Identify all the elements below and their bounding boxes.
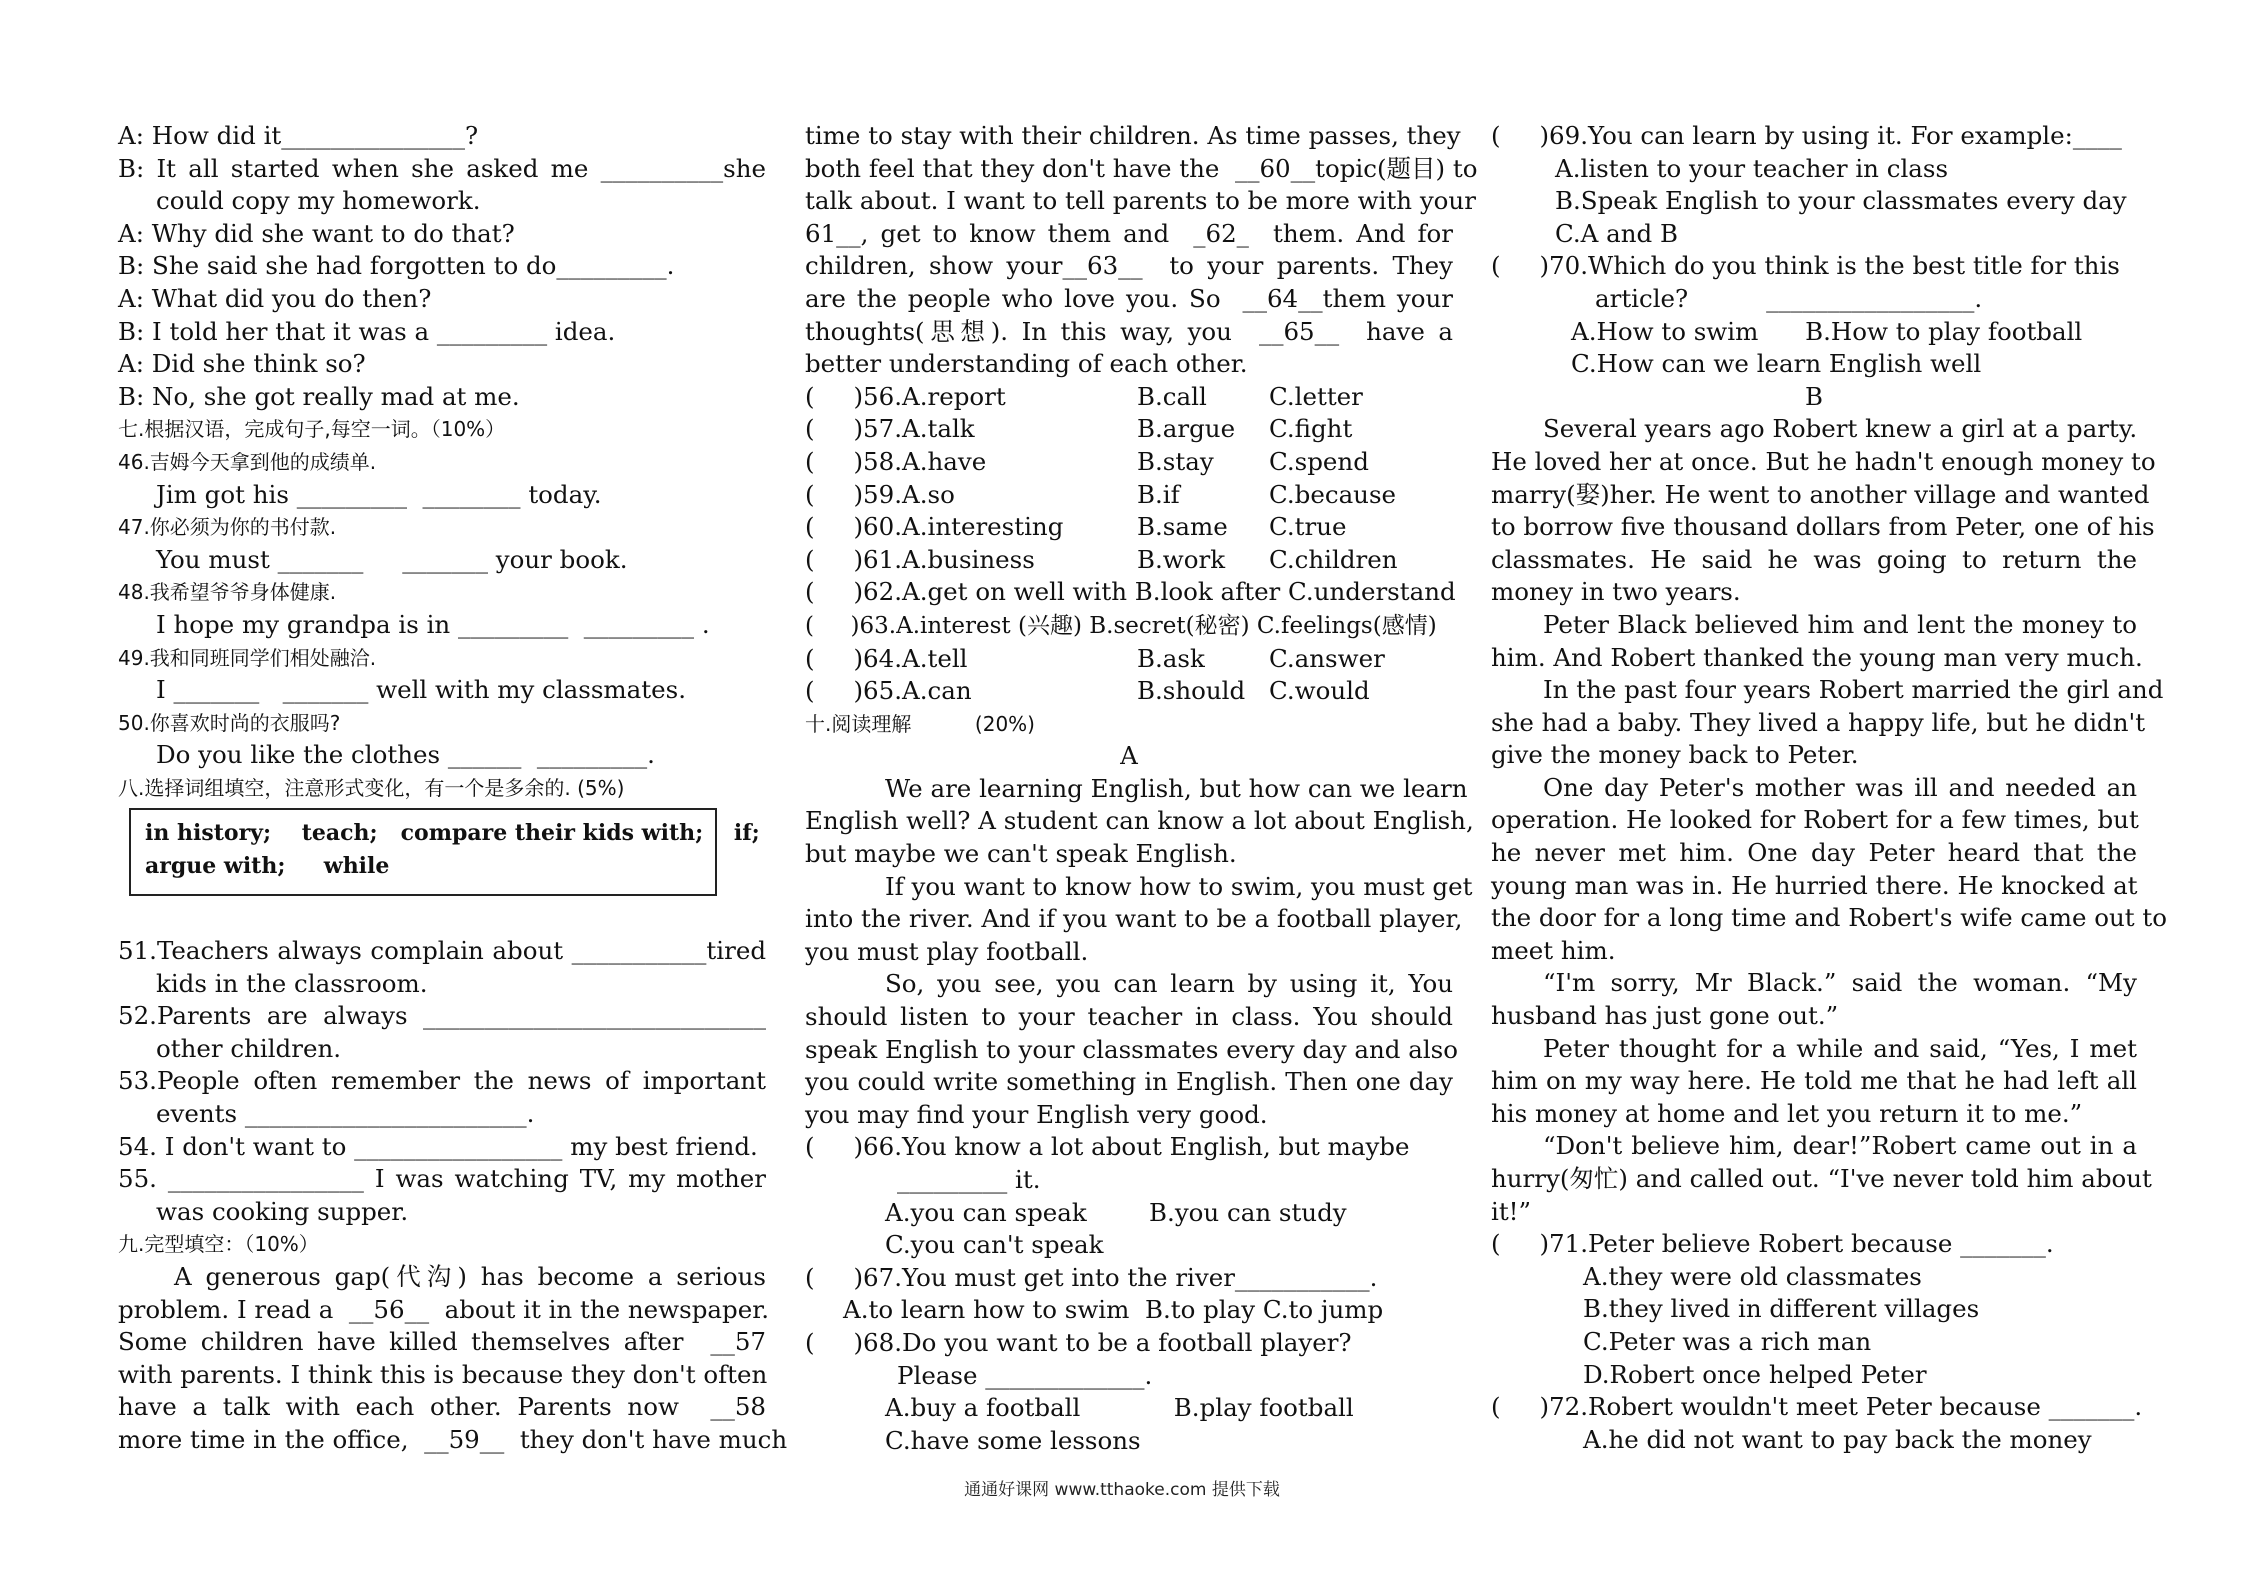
question-line: 54. I don't want to _________________ my best friend. bbox=[118, 1131, 758, 1161]
question-line: Jim got his _________ ________ today. bbox=[156, 479, 602, 509]
passage-line: you could write something in English. Then one day bbox=[805, 1067, 1453, 1097]
question-option: B.they lived in different villages bbox=[1583, 1294, 1980, 1324]
passage-line: young man was in. He hurried there. He knocked at bbox=[1491, 870, 2138, 900]
passage-line: you may find your English very good. bbox=[805, 1099, 1268, 1129]
dialog-line: A: How did it_______________? bbox=[118, 121, 479, 150]
passage-line: If you want to know how to swim, you must get bbox=[885, 871, 1473, 901]
section-heading: 九.完型填空：（10%） bbox=[118, 1232, 319, 1257]
passage-line: give the money back to Peter. bbox=[1491, 740, 1859, 770]
question-line: You must _______ _______ your book. bbox=[156, 544, 628, 574]
option-row bbox=[805, 576, 1456, 609]
question-line: 51.Teachers always complain about ___________tired bbox=[118, 936, 766, 965]
column-left-lower bbox=[118, 935, 788, 1457]
question-line: 55. ________________ I was watching TV, my mother bbox=[118, 1164, 766, 1194]
passage-line: He loved her at once. But he hadn't enough money to bbox=[1491, 446, 2156, 476]
option-row bbox=[805, 511, 1453, 544]
question-prompt: 50.你喜欢时尚的衣服吗? bbox=[118, 710, 341, 735]
question-line: ( )69.You can learn by using it. For example:____ bbox=[1491, 121, 2122, 150]
dialog-line: B: I told her that it was a _________ idea. bbox=[118, 316, 616, 346]
question-option: A.they were old classmates bbox=[1583, 1261, 1922, 1291]
passage-line: Peter Black believed him and lent the money to bbox=[1543, 609, 2137, 639]
option-row bbox=[805, 643, 1453, 676]
question-line: ( )72.Robert wouldn't meet Peter because _______. bbox=[1491, 1392, 2143, 1422]
question-line: 52.Parents are always ____________________________ bbox=[118, 1001, 766, 1031]
question-line: events _______________________. bbox=[156, 1098, 535, 1128]
passage-line: A generous gap(代沟) has become a serious bbox=[174, 1261, 766, 1291]
option-row bbox=[805, 609, 1453, 643]
option-a: ( )59.A.so bbox=[805, 479, 955, 509]
dialog-line: A: What did you do then? bbox=[118, 283, 432, 313]
dialog-line: A: Did she think so? bbox=[118, 349, 366, 379]
passage-line: problem. I read a __56__ about it in the newspaper. bbox=[118, 1294, 769, 1324]
passage-line: with parents. I think this is because they don't often bbox=[118, 1359, 768, 1389]
question-option: A.he did not want to pay back the money bbox=[1583, 1424, 2092, 1454]
page-footer: 通通好课网 www.tthaoke.com 提供下载 bbox=[964, 1480, 1280, 1500]
passage-line: “Don't believe him, dear!”Robert came out in a bbox=[1543, 1131, 2137, 1161]
option-row bbox=[805, 675, 1453, 708]
word-box bbox=[129, 808, 760, 896]
question-option: A.listen to your teacher in class bbox=[1555, 153, 1949, 183]
passage-line: children, show your__63__ to your parents. They bbox=[805, 251, 1453, 281]
option-c: C.because bbox=[1269, 479, 1397, 509]
column-right bbox=[1491, 120, 2167, 1456]
question-line: I hope my grandpa is in _________ _________ . bbox=[156, 609, 710, 639]
passage-label: B bbox=[1804, 381, 1823, 411]
option-a: ( )65.A.can bbox=[805, 676, 972, 706]
option-c: C.children bbox=[1269, 544, 1398, 574]
section-heading: 七.根据汉语，完成句子,每空一词。（10%） bbox=[118, 417, 506, 442]
question-prompt: 48.我希望爷爷身体健康. bbox=[118, 580, 337, 605]
option-c: C.would bbox=[1269, 676, 1370, 706]
passage-line: she had a baby. They lived a happy life, but he didn't bbox=[1491, 707, 2146, 737]
question-option: C.A and B bbox=[1555, 218, 1679, 248]
option-row bbox=[805, 381, 1453, 414]
passage-line: it!” bbox=[1491, 1196, 1532, 1226]
question-line: I _______ _______ well with my classmates. bbox=[156, 675, 686, 705]
dialog-line: A: Why did she want to do that? bbox=[118, 218, 515, 248]
question-option: C.How can we learn English well bbox=[1571, 349, 1982, 379]
word-box-line: argue with; while bbox=[145, 853, 390, 879]
passage-line: meet him. bbox=[1491, 935, 1616, 965]
question-option: D.Robert once helped Peter bbox=[1583, 1359, 1927, 1389]
passage-line: better understanding of each other. bbox=[805, 349, 1248, 379]
option-row bbox=[805, 544, 1453, 577]
question-line: ( )68.Do you want to be a football player? bbox=[805, 1327, 1352, 1357]
question-prompt: 49.我和同班同学们相处融洽. bbox=[118, 645, 377, 670]
question-line: was cooking supper. bbox=[156, 1196, 409, 1226]
question-option: A.How to swim B.How to play football bbox=[1571, 316, 2083, 346]
option-row bbox=[805, 446, 1453, 479]
section-heading: 八.选择词组填空，注意形式变化，有一个是多余的. (5%) bbox=[118, 775, 625, 800]
passage-line: husband has just gone out.” bbox=[1491, 1001, 1839, 1031]
passage-line: him. And Robert thanked the young man very much. bbox=[1491, 642, 2143, 672]
dialog-line: B: No, she got really mad at me. bbox=[118, 381, 520, 411]
option-a: ( )60.A.interesting bbox=[805, 512, 1064, 542]
question-line: article? _________________. bbox=[1595, 283, 1983, 313]
passage-line: classmates. He said he was going to return the bbox=[1491, 544, 2137, 574]
option-row bbox=[805, 413, 1453, 446]
option-a: ( )62.A.get on well with B.look after C.understand bbox=[805, 577, 1456, 607]
passage-line: but maybe we can't speak English. bbox=[805, 839, 1237, 869]
option-c: C.spend bbox=[1269, 446, 1369, 476]
option-b: B.stay bbox=[1137, 446, 1214, 476]
question-line: 53.People often remember the news of important bbox=[118, 1066, 766, 1096]
question-line: _________ it. bbox=[897, 1165, 1041, 1194]
question-prompt: 47.你必须为你的书付款. bbox=[118, 515, 337, 540]
option-c: C.true bbox=[1269, 512, 1347, 542]
option-a: ( )56.A.report bbox=[805, 381, 1006, 411]
passage-line: hurry(匆忙) and called out. “I've never told him about bbox=[1491, 1164, 2152, 1193]
option-c: C.letter bbox=[1269, 381, 1363, 411]
options-list bbox=[805, 381, 1456, 708]
passage-line: into the river. And if you want to be a football player, bbox=[805, 904, 1463, 934]
passage-line: are the people who love you. So __64__them your bbox=[805, 283, 1453, 313]
option-b: B.same bbox=[1137, 512, 1228, 542]
passage-label: A bbox=[1120, 741, 1138, 771]
question-line: ( )66.You know a lot about English, but maybe bbox=[805, 1132, 1410, 1162]
passage-line: he never met him. One day Peter heard that the bbox=[1491, 838, 2137, 868]
passage-line: In the past four years Robert married the girl and bbox=[1543, 675, 2164, 705]
passage-line: English well? A student can know a lot about English, bbox=[805, 806, 1474, 836]
passage-line: him on my way here. He told me that he had left all bbox=[1491, 1066, 2137, 1096]
word-box-line: in history; teach; compare their kids with; if; bbox=[145, 820, 760, 846]
option-b: B.if bbox=[1137, 479, 1180, 509]
passage-line: We are learning English, but how can we learn bbox=[885, 773, 1468, 803]
question-option: C.have some lessons bbox=[885, 1425, 1141, 1455]
passage-line: speak English to your classmates every day and also bbox=[805, 1034, 1458, 1064]
question-prompt: 46.吉姆今天拿到他的成绩单. bbox=[118, 449, 377, 474]
option-b: B.should bbox=[1137, 676, 1246, 706]
question-line: ( )70.Which do you think is the best title for this bbox=[1491, 251, 2120, 281]
option-a: ( )63.A.interest (兴趣) B.secret(秘密) C.feelings(感情) bbox=[805, 612, 1437, 639]
passage-line: the door for a long time and Robert's wife came out to bbox=[1491, 903, 2167, 933]
passage-line: operation. He looked for Robert for a few times, but bbox=[1491, 805, 2139, 835]
option-b: B.work bbox=[1137, 544, 1226, 574]
question-option: B.Speak English to your classmates every day bbox=[1555, 186, 2127, 216]
passage-line: money in two years. bbox=[1491, 577, 1741, 607]
passage-line: thoughts(思想). In this way, you __65__ have a bbox=[805, 316, 1453, 346]
option-a: ( )61.A.business bbox=[805, 544, 1035, 574]
column-middle bbox=[805, 120, 1478, 1457]
option-b: B.argue bbox=[1137, 414, 1236, 444]
question-option: A.buy a football B.play football bbox=[885, 1393, 1354, 1423]
passage-line: both feel that they don't have the __60__topic(题目) to bbox=[805, 153, 1478, 183]
section-heading: 十.阅读理解 (20%) bbox=[805, 711, 1035, 736]
passage-line: talk about. I want to tell parents to be more with your bbox=[805, 186, 1476, 216]
dialog-line: B: It all started when she asked me __________she bbox=[118, 153, 766, 183]
passage-line: marry(娶)her. He went to another village and wanted bbox=[1491, 479, 2150, 509]
option-c: C.answer bbox=[1269, 643, 1385, 673]
question-line: kids in the classroom. bbox=[156, 968, 428, 998]
passage-line: One day Peter's mother was ill and needed an bbox=[1543, 772, 2137, 802]
option-c: C.fight bbox=[1269, 414, 1353, 444]
passage-line: time to stay with their children. As time passes, they bbox=[805, 121, 1461, 150]
option-row bbox=[805, 479, 1453, 512]
question-line: Please _____________. bbox=[897, 1360, 1153, 1390]
dialog-line: B: She said she had forgotten to do_________. bbox=[118, 251, 675, 281]
option-a: ( )57.A.talk bbox=[805, 414, 975, 444]
passage-line: Some children have killed themselves after __57 bbox=[118, 1327, 766, 1357]
question-line: ( )71.Peter believe Robert because _______. bbox=[1491, 1229, 2054, 1259]
dialog-line: could copy my homework. bbox=[156, 186, 481, 216]
passage-line: So, you see, you can learn by using it, You bbox=[885, 969, 1453, 999]
question-option: C.you can't speak bbox=[885, 1230, 1104, 1260]
question-option: A.you can speak B.you can study bbox=[885, 1197, 1347, 1227]
passage-line: Peter thought for a while and said, “Yes, I met bbox=[1543, 1033, 2137, 1063]
passage-line: Several years ago Robert knew a girl at a party. bbox=[1543, 414, 2138, 444]
question-line: ( )67.You must get into the river___________. bbox=[805, 1262, 1378, 1292]
question-option: A.to learn how to swim B.to play C.to jump bbox=[843, 1295, 1384, 1325]
passage-line: “I'm sorry, Mr Black.” said the woman. “My bbox=[1543, 968, 2137, 998]
option-a: ( )58.A.have bbox=[805, 446, 987, 476]
question-option: C.Peter was a rich man bbox=[1583, 1326, 1872, 1356]
passage-line: should listen to your teacher in class. You should bbox=[805, 1002, 1453, 1032]
option-b: B.call bbox=[1137, 381, 1207, 411]
question-line: Do you like the clothes ______ _________. bbox=[156, 740, 655, 770]
option-a: ( )64.A.tell bbox=[805, 643, 968, 673]
passage-line: to borrow five thousand dollars from Peter, one of his bbox=[1491, 512, 2155, 542]
passage-line: 61__, get to know them and _62_ them. And for bbox=[805, 218, 1453, 248]
passage-line: you must play football. bbox=[805, 936, 1089, 966]
passage-line: have a talk with each other. Parents now __58 bbox=[118, 1392, 766, 1422]
passage-line: more time in the office, __59__ they don't have much bbox=[118, 1424, 788, 1454]
column-left bbox=[118, 120, 766, 804]
option-b: B.ask bbox=[1137, 643, 1205, 673]
passage-line: his money at home and let you return it to me.” bbox=[1491, 1098, 2083, 1128]
question-line: other children. bbox=[156, 1033, 342, 1063]
